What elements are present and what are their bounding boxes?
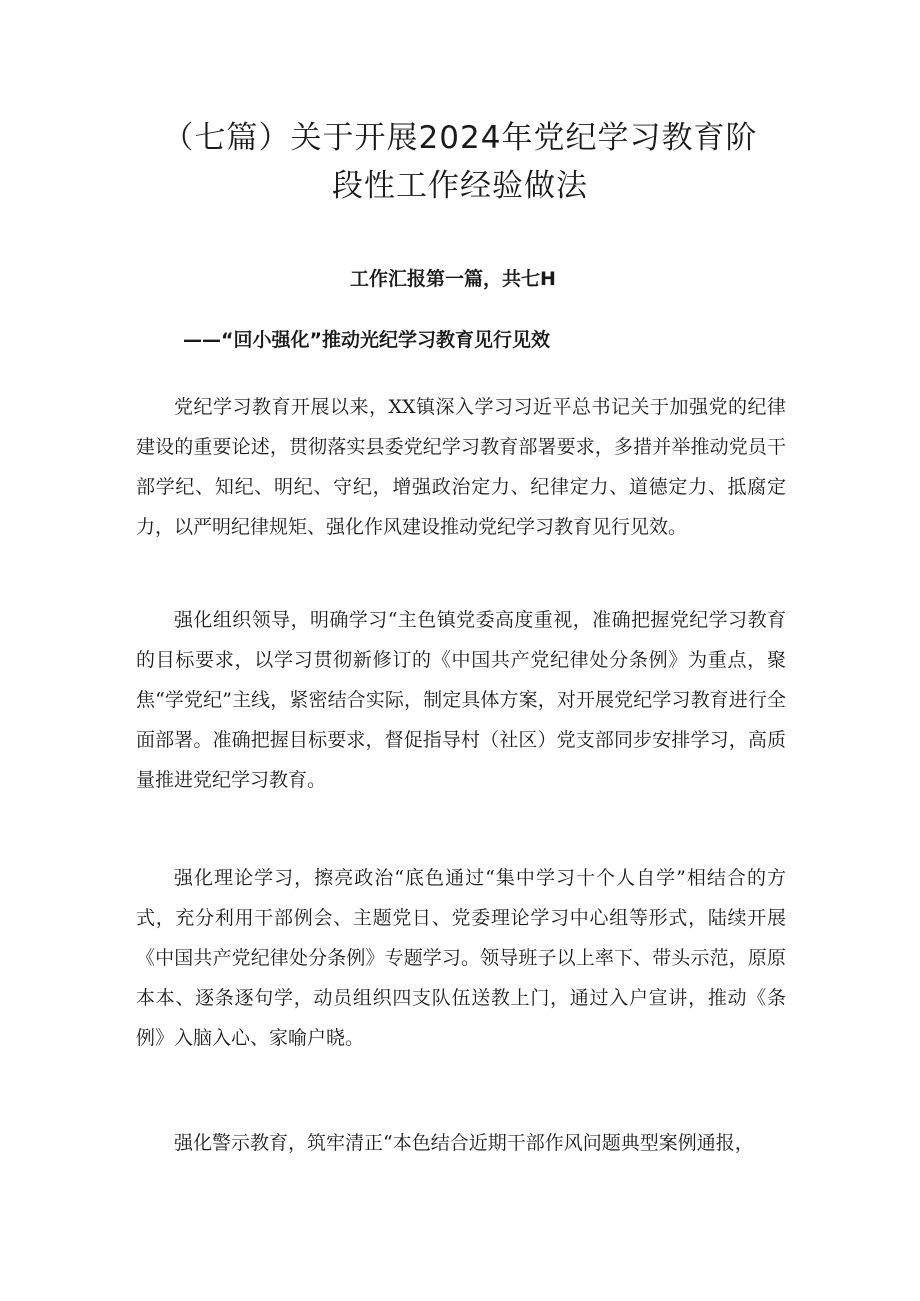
document-title-line-1: （七篇）关于开展2024年党纪学习教育阶 (162, 120, 758, 156)
body-paragraph-2: 强化组织领导，明确学习“主色镇党委高度重视，准确把握党纪学习教育的目标要求，以学习贯彻新修订的《中国共产党纪律处分条例》为重点，聚焦“学党纪”主线，紧密结合实际，制定具体方案，对开展党纪学习教育进行全面部署。准确把握目标要求，督促指导村（社区）党支部同步安排学习，高质量推进党纪学习教育。 (136, 609, 786, 791)
report-subheading: 工作汇报第一篇，共七H (350, 268, 556, 290)
document-title-line-2: 段性工作经验做法 (332, 168, 588, 204)
report-tagline: ——“回小强化”推动光纪学习教育见行见效 (183, 329, 550, 351)
body-paragraph-1: 党纪学习教育开展以来，XX镇深入学习习近平总书记关于加强党的纪律建设的重要论述，贯彻落实县委党纪学习教育部署要求，多措并举推动党员干部学纪、知纪、明纪、守纪，增强政治定力、纪律定力、道德定力、抵腐定力，以严明纪律规矩、强化作风建设推动党纪学习教育见行见效。 (136, 396, 786, 538)
body-paragraph-4: 强化警示教育，筑牢清正“本色结合近期干部作风问题典型案例通报， (174, 1132, 754, 1154)
body-paragraph-3: 强化理论学习，擦亮政治“底色通过“集中学习十个人自学”相结合的方式，充分利用干部例会、主题党日、党委理论学习中心组等形式，陆续开展《中国共产党纪律处分条例》专题学习。领导班子以上率下、带头示范，原原本本、逐条逐句学，动员组织四支队伍送教上门，通过入户宣讲，推动《条例》入脑入心、家喻户晓。 (136, 867, 786, 1049)
